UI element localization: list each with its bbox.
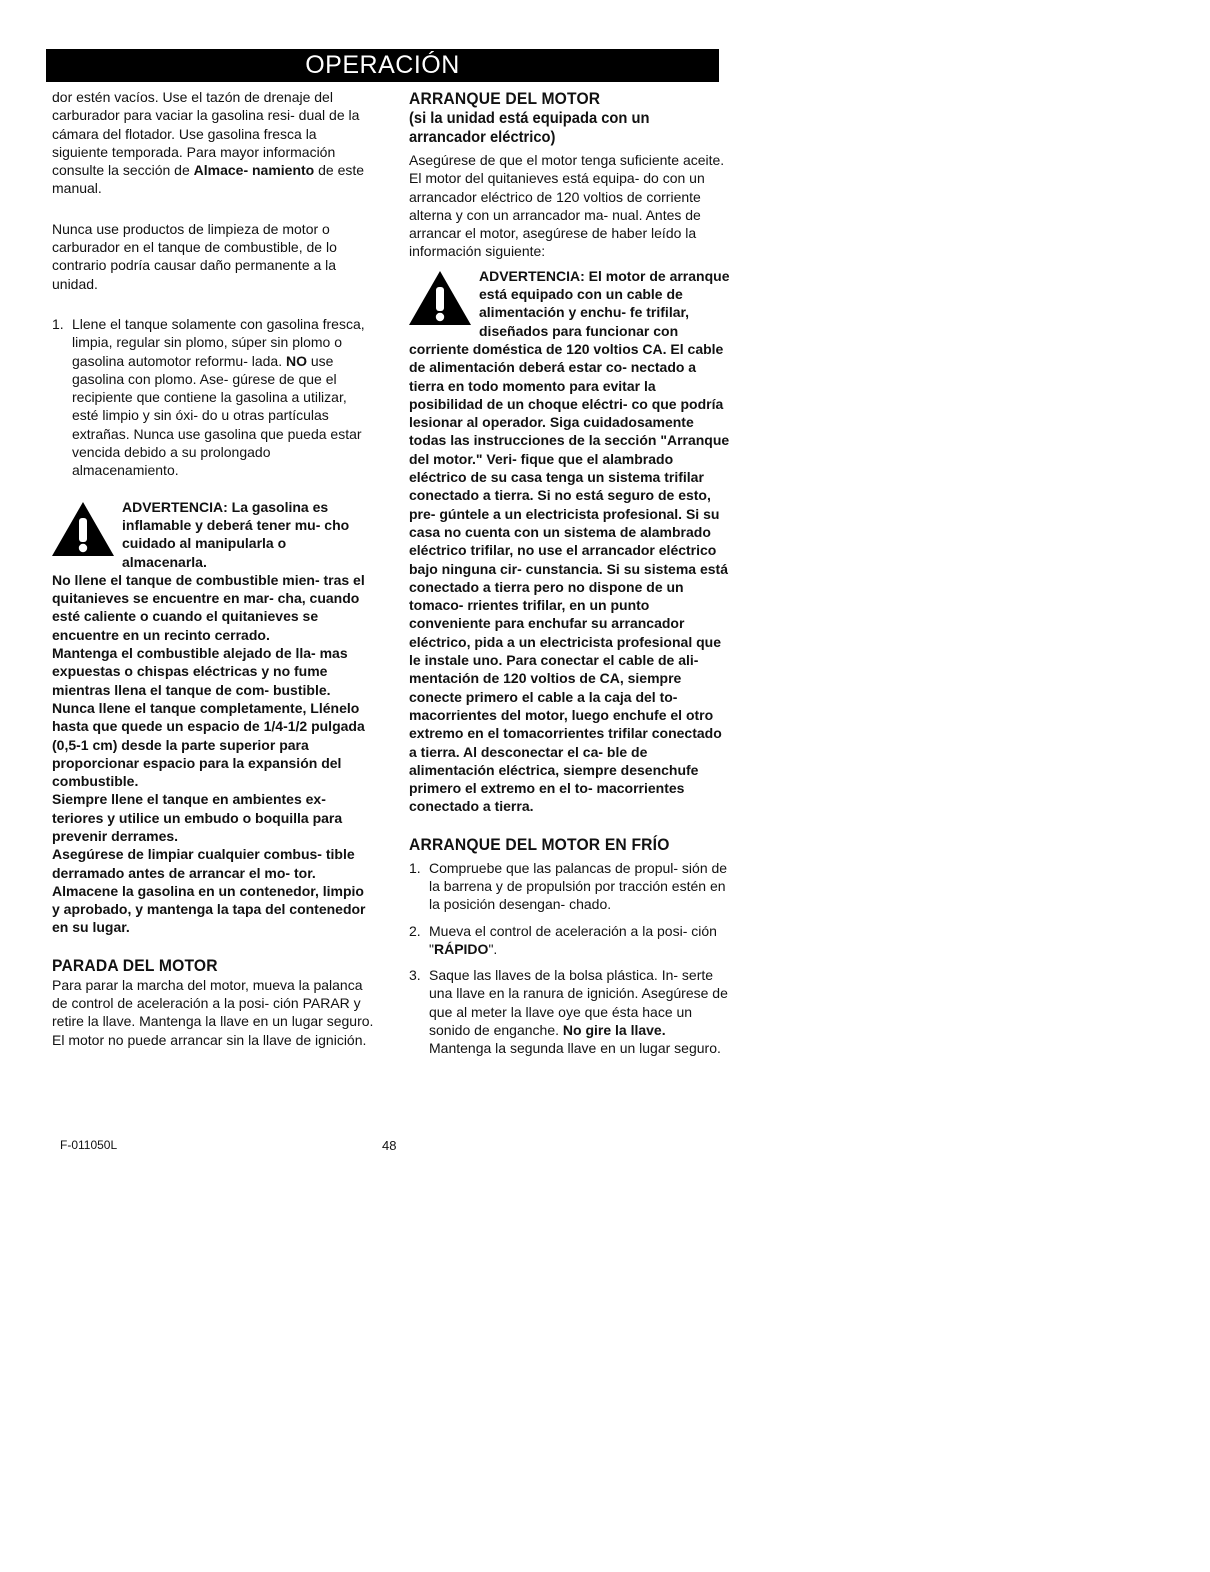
fuel-safety-3: Nunca llene el tanque completamente, Llénelo hasta que quede un espacio de 1/4-1/2 pulgada (0,5-1 cm) desde la parte superior para proporcionar espacio para la expansión del combustible.: [52, 699, 365, 790]
stop-engine-heading: PARADA DEL MOTOR: [52, 955, 218, 975]
stop-engine-text: Para parar la marcha del motor, mueva la palanca de control de aceleración a la posi- ción PARAR y retire la llave. Mantenga la llave en un lugar seguro. El motor no puede arrancar sin la llave de ignición.: [52, 976, 374, 1048]
gasoline-warning: ADVERTENCIA: La gasolina es inflamable y deberá tener mu- cho cuidado al manipularla o almacenarla.: [52, 498, 374, 571]
list-item: 1. Llene el tanque solamente con gasolina fresca, limpia, regular sin plomo, súper sin plomo o gasolina automotor reformu- lada. NO use gasolina con plomo. Ase- gúrese de que el recipiente que contiene la gasolina a utilizar, esté limpio y sin óxi- do u otras partículas extrañas. Nunca use gasolina que pueda estar vencida debido a su prolongado almacenamiento.: [52, 315, 365, 479]
document-code: F-011050L: [60, 1138, 118, 1152]
start-engine-intro: Asegúrese de que el motor tenga suficiente aceite. El motor del quitanieves está equipa- do con un arrancador eléctrico de 120 voltios de corriente alterna y con un arrancador ma- nual. Antes de arrancar el motor, asegúrese de haber leído la información siguiente:: [409, 152, 725, 260]
page-number: 48: [382, 1138, 397, 1153]
start-engine-subheading: (si la unidad está equipada con un arrancador eléctrico): [409, 110, 650, 146]
electric-start-warning: ADVERTENCIA: El motor de arranque está equipado con un cable de alimentación y enchu- fe trifilar, diseñados para funcionar con corriente doméstica de 120 voltios CA. El cable de alimentación deberá estar co- nectado a tierra en todo momento para evitar la posibilidad de un choque eléctri- co que podría lesionar al operador. Siga cuidadosamente todas las instrucciones de la sección "Arranque del motor." Veri- fique que el alambrado eléctrico de su casa tenga un sistema trifilar conectado a tierra. Si no está seguro de esto, pre- gúntele a un electricista profesional. Si su casa no cuenta con un sistema de alambrado eléctrico trifilar, no use el arrancador eléctrico bajo ninguna cir- cunstancia. Si su sistema está conectado a tierra pero no dispone de un tomaco- rrientes trifilar, en un punto conveniente para enchufar su arrancador eléctrico, pida a un electricista profesional que le instale uno. Para conectar el cable de ali- mentación de 120 voltios de CA, siempre conecte primero el cable a la caja del to- macorrientes del motor, luego enchufe el otro extremo en el tomacorrientes trifilar conectado a tierra. Al desconectar el ca- ble de alimentación eléctrica, siempre desenchufe primero el extremo en el to- macorrientes conectado a tierra.: [409, 267, 730, 815]
fuel-safety-6: Almacene la gasolina en un contenedor, limpio y aprobado, y mantenga la tapa del contenedor en su lugar.: [52, 882, 366, 936]
right-column: [409, 88, 731, 1058]
fill-steps: [52, 315, 374, 480]
paragraph-drain: dor estén vacíos. Use el tazón de drenaje del carburador para vaciar la gasolina resi- dual de la cámara del flotador. Use gasolina fresca la siguiente temporada. Para mayor información consulte la sección de Almace- namiento de este manual.: [52, 89, 365, 197]
warning-triangle-icon: [50, 500, 116, 558]
fuel-safety-1: No llene el tanque de combustible mien- tras el quitanieves se encuentre en mar- cha, cuando esté caliente o cuando el quitanieves se encuentre en un recinto cerrado.: [52, 571, 365, 643]
list-item: 2. Mueva el control de aceleración a la posi- ción "RÁPIDO".: [409, 922, 717, 957]
left-column: [52, 88, 374, 1049]
paragraph-cleaning: Nunca use productos de limpieza de motor o carburador en el tanque de combustible, de lo contrario podría causar daño permanente a la unidad.: [52, 220, 337, 292]
list-item: 3. Saque las llaves de la bolsa plástica. In- serte una llave en la ranura de ignición. Asegúrese de que al meter la llave oye que ésta hace un sonido de enganche. No gire la llave. Mantenga la segunda llave en un lugar seguro.: [409, 967, 728, 1057]
start-engine-heading: ARRANQUE DEL MOTOR: [409, 89, 601, 108]
section-banner: OPERACIÓN: [46, 49, 719, 82]
cold-start-heading: ARRANQUE DEL MOTOR EN FRÍO: [409, 834, 670, 854]
fuel-safety-4: Siempre llene el tanque en ambientes ex- teriores y utilice un embudo o boquilla para prevenir derrames.: [52, 791, 343, 844]
fuel-safety-5: Asegúrese de limpiar cualquier combus- tible derramado antes de arrancar el mo- tor.: [52, 846, 355, 881]
fuel-safety-2: Mantenga el combustible alejado de lla- mas expuestas o chispas eléctricas y no fume mientras llena el tanque de com- bustible.: [52, 645, 348, 698]
cold-start-steps: [409, 859, 731, 1058]
warning-triangle-icon: [407, 269, 473, 327]
list-item: 1. Compruebe que las palancas de propul- sión de la barrena y de propulsión por tracción estén en la posición desengan- chado.: [409, 859, 728, 913]
